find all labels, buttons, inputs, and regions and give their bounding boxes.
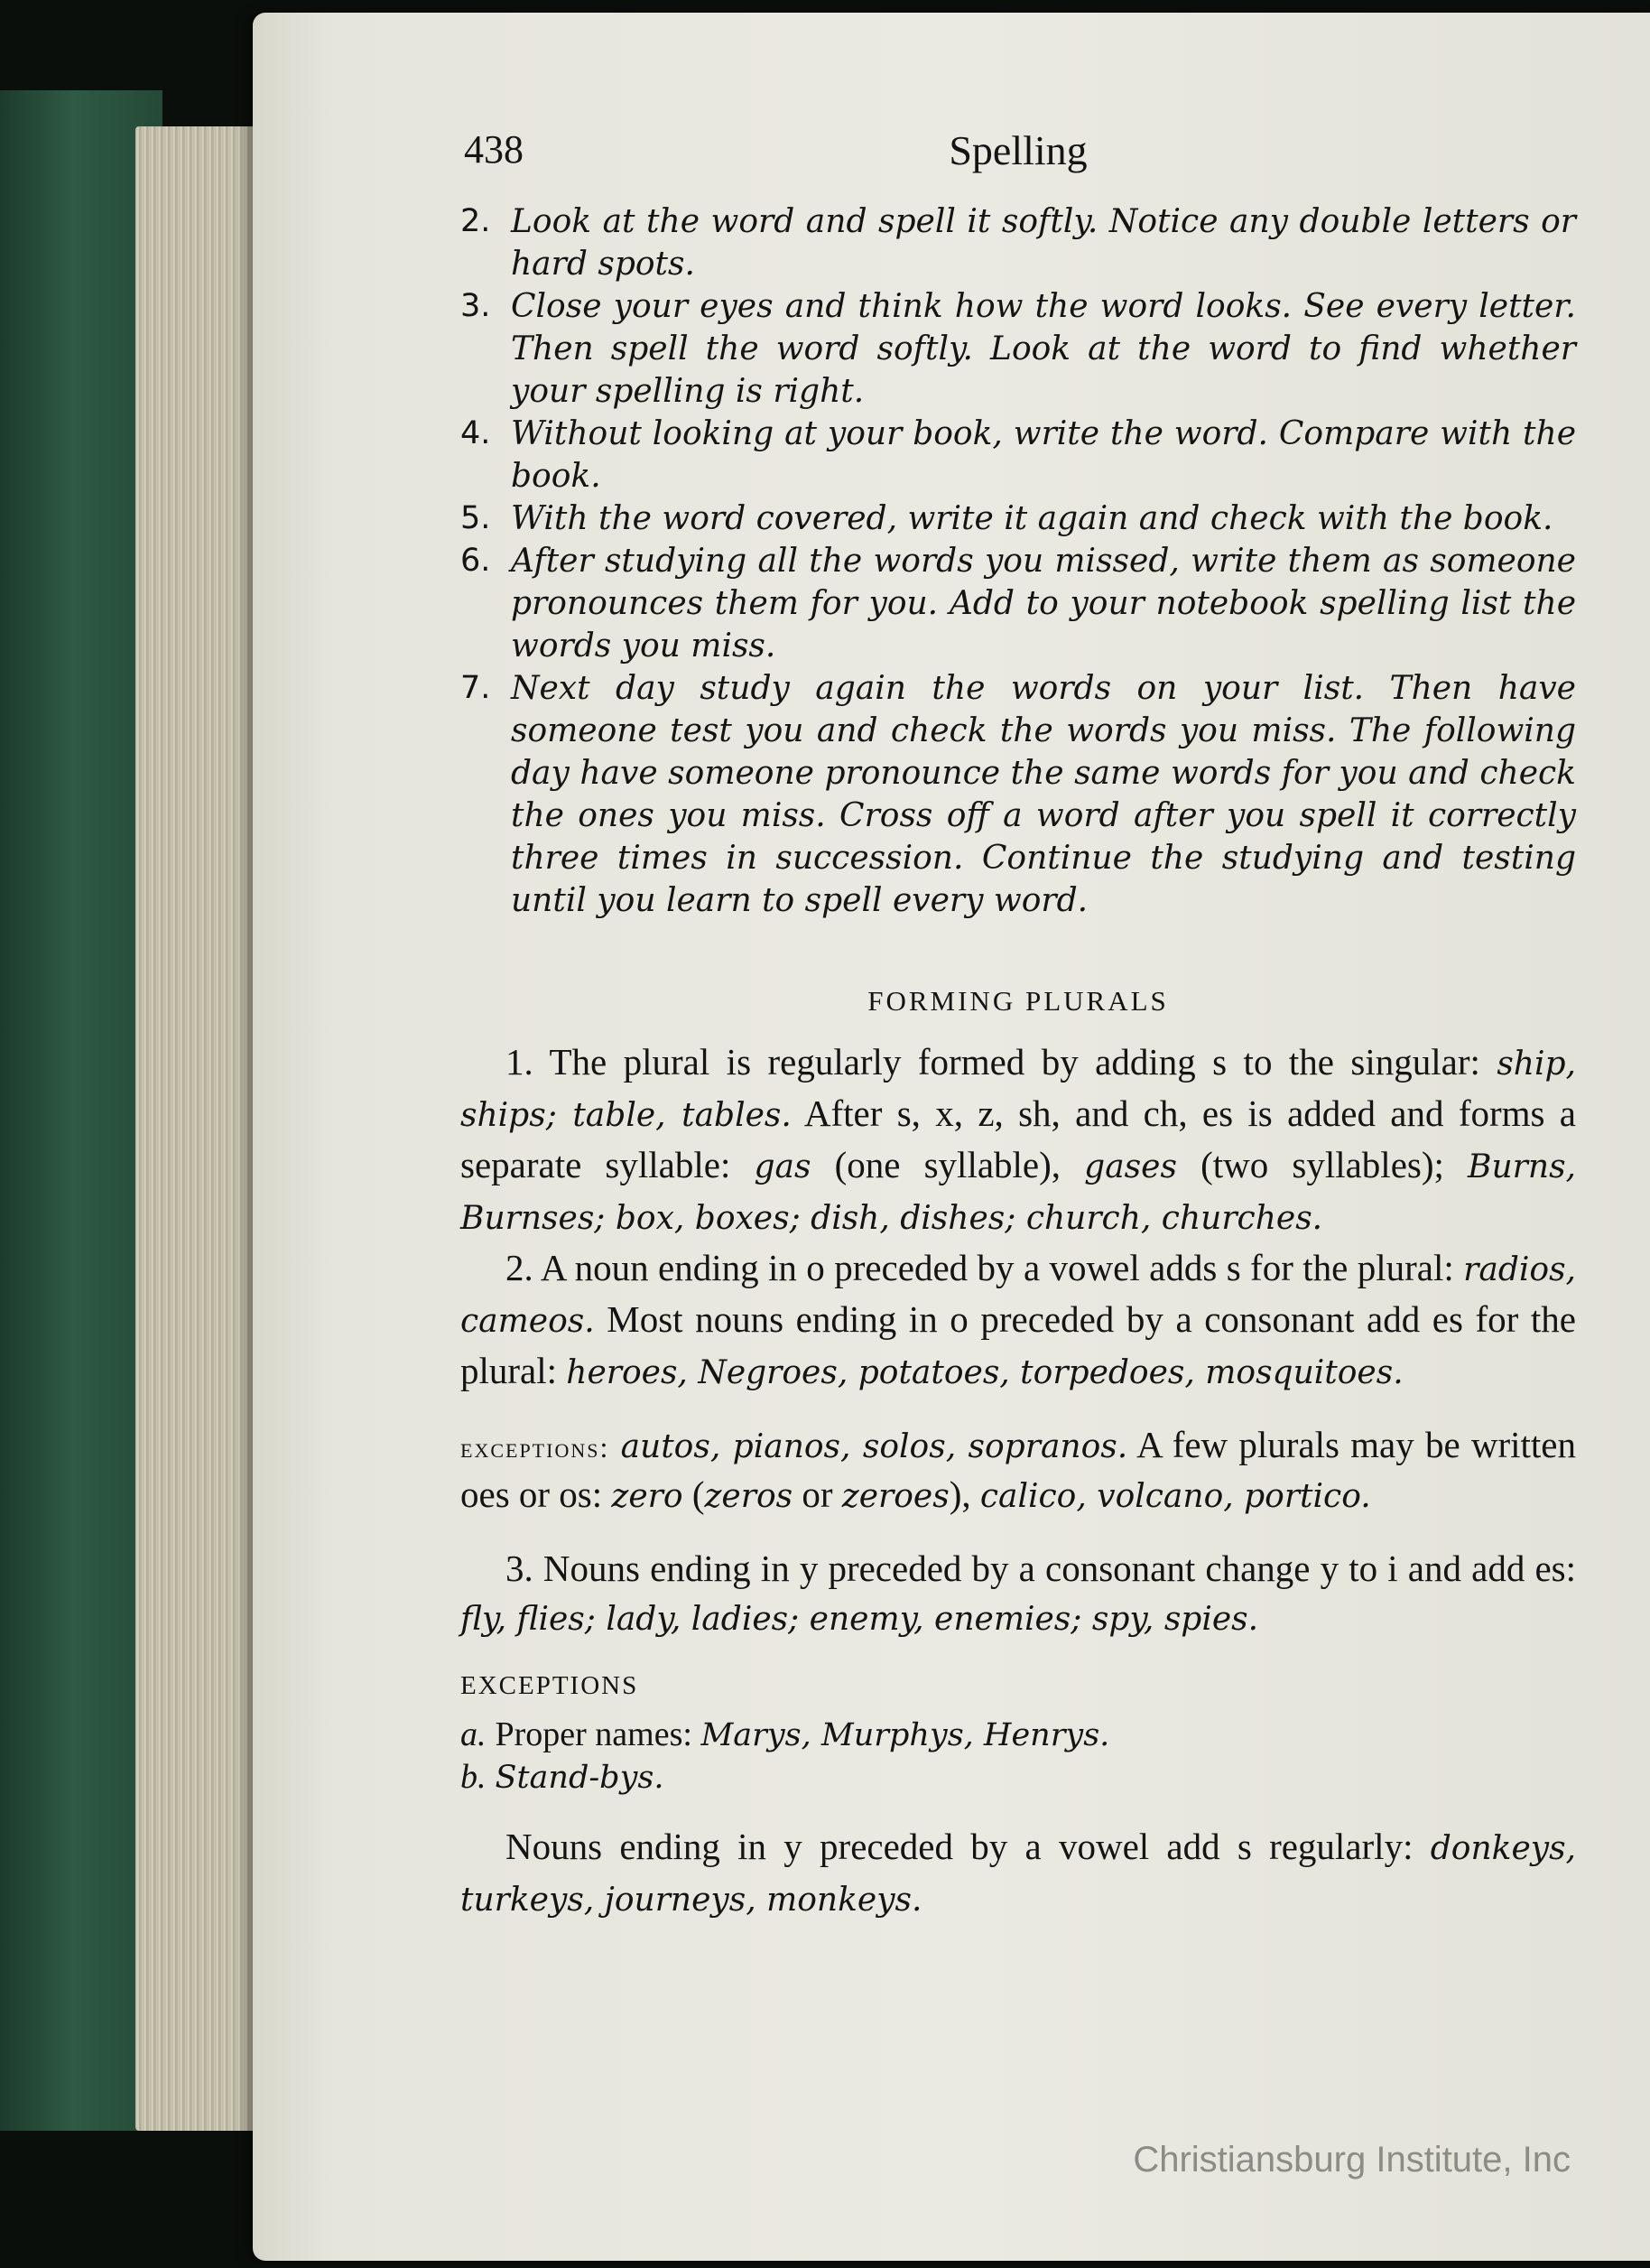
- running-head: [460, 126, 1576, 181]
- exceptions-y-list: [460, 1714, 1576, 1799]
- watermark: Christiansburg Institute, Inc: [1133, 2140, 1571, 2180]
- study-steps-list: [460, 200, 1576, 922]
- list-item: b. Stand-bys.: [460, 1758, 664, 1796]
- list-item: 4. Without looking at your book, write the word. Compare with the book.: [460, 415, 1576, 495]
- plural-rule-3: 3. Nouns ending in y preceded by a consonant change y to i and add es: fly, flies; lady, ladies; enemy, enemies; spy, spies.: [460, 1548, 1576, 1638]
- page-content: [460, 126, 1576, 1925]
- plural-rule-1: 1. The plural is regularly formed by adding s to the singular: ship, ships; table, tables. After s, x, z, sh, and ch, es is added and forms a separate syllable: gas (one syllable), gases (two syllables); Burns, Burnses; box, boxes; dish, dishes; church, churches.: [460, 1041, 1576, 1237]
- list-item: a. Proper names: Marys, Murphys, Henrys.: [460, 1715, 1110, 1753]
- list-item: 2. Look at the word and spell it softly. Notice any double letters or hard spots.: [460, 203, 1576, 283]
- section-heading: FORMING PLURALS: [867, 985, 1169, 1017]
- list-item: 3. Close your eyes and think how the word looks. See every letter. Then spell the word softly. Look at the word to find whether your spelling is right.: [460, 288, 1576, 410]
- plural-rule-2: 2. A noun ending in o preceded by a vowel adds s for the plural: radios, cameos. Most nouns ending in o preceded by a consonant add es for the plural: heroes, Negroes, potatoes, torpedoes, mosquitoes.: [460, 1247, 1576, 1391]
- exceptions-heading: EXCEPTIONS: [460, 1671, 639, 1700]
- page-block-edge: [135, 126, 262, 2131]
- page-number: 438: [464, 127, 524, 172]
- list-item: 5. With the word covered, write it again and check with the book.: [460, 500, 1553, 537]
- running-head-title: Spelling: [949, 127, 1088, 173]
- plural-rule-y-vowel: Nouns ending in y preceded by a vowel add s regularly: donkeys, turkeys, journeys, monkeys.: [460, 1826, 1576, 1919]
- list-item: 7. Next day study again the words on your list. Then have someone test you and check the words you miss. The following day have someone pronounce the same words for you and check the ones you miss. Cross off a word after you spell it correctly three times in succession. Continue the studying and testing until you learn to spell every word.: [460, 670, 1576, 919]
- exceptions-o-words: exceptions: autos, pianos, solos, sopranos. A few plurals may be written oes or os: zero (zeros or zeroes), calico, volcano, portico.: [460, 1424, 1577, 1515]
- list-item: 6. After studying all the words you missed, write them as someone pronounces them for you. Add to your notebook spelling list the words you miss.: [460, 543, 1576, 665]
